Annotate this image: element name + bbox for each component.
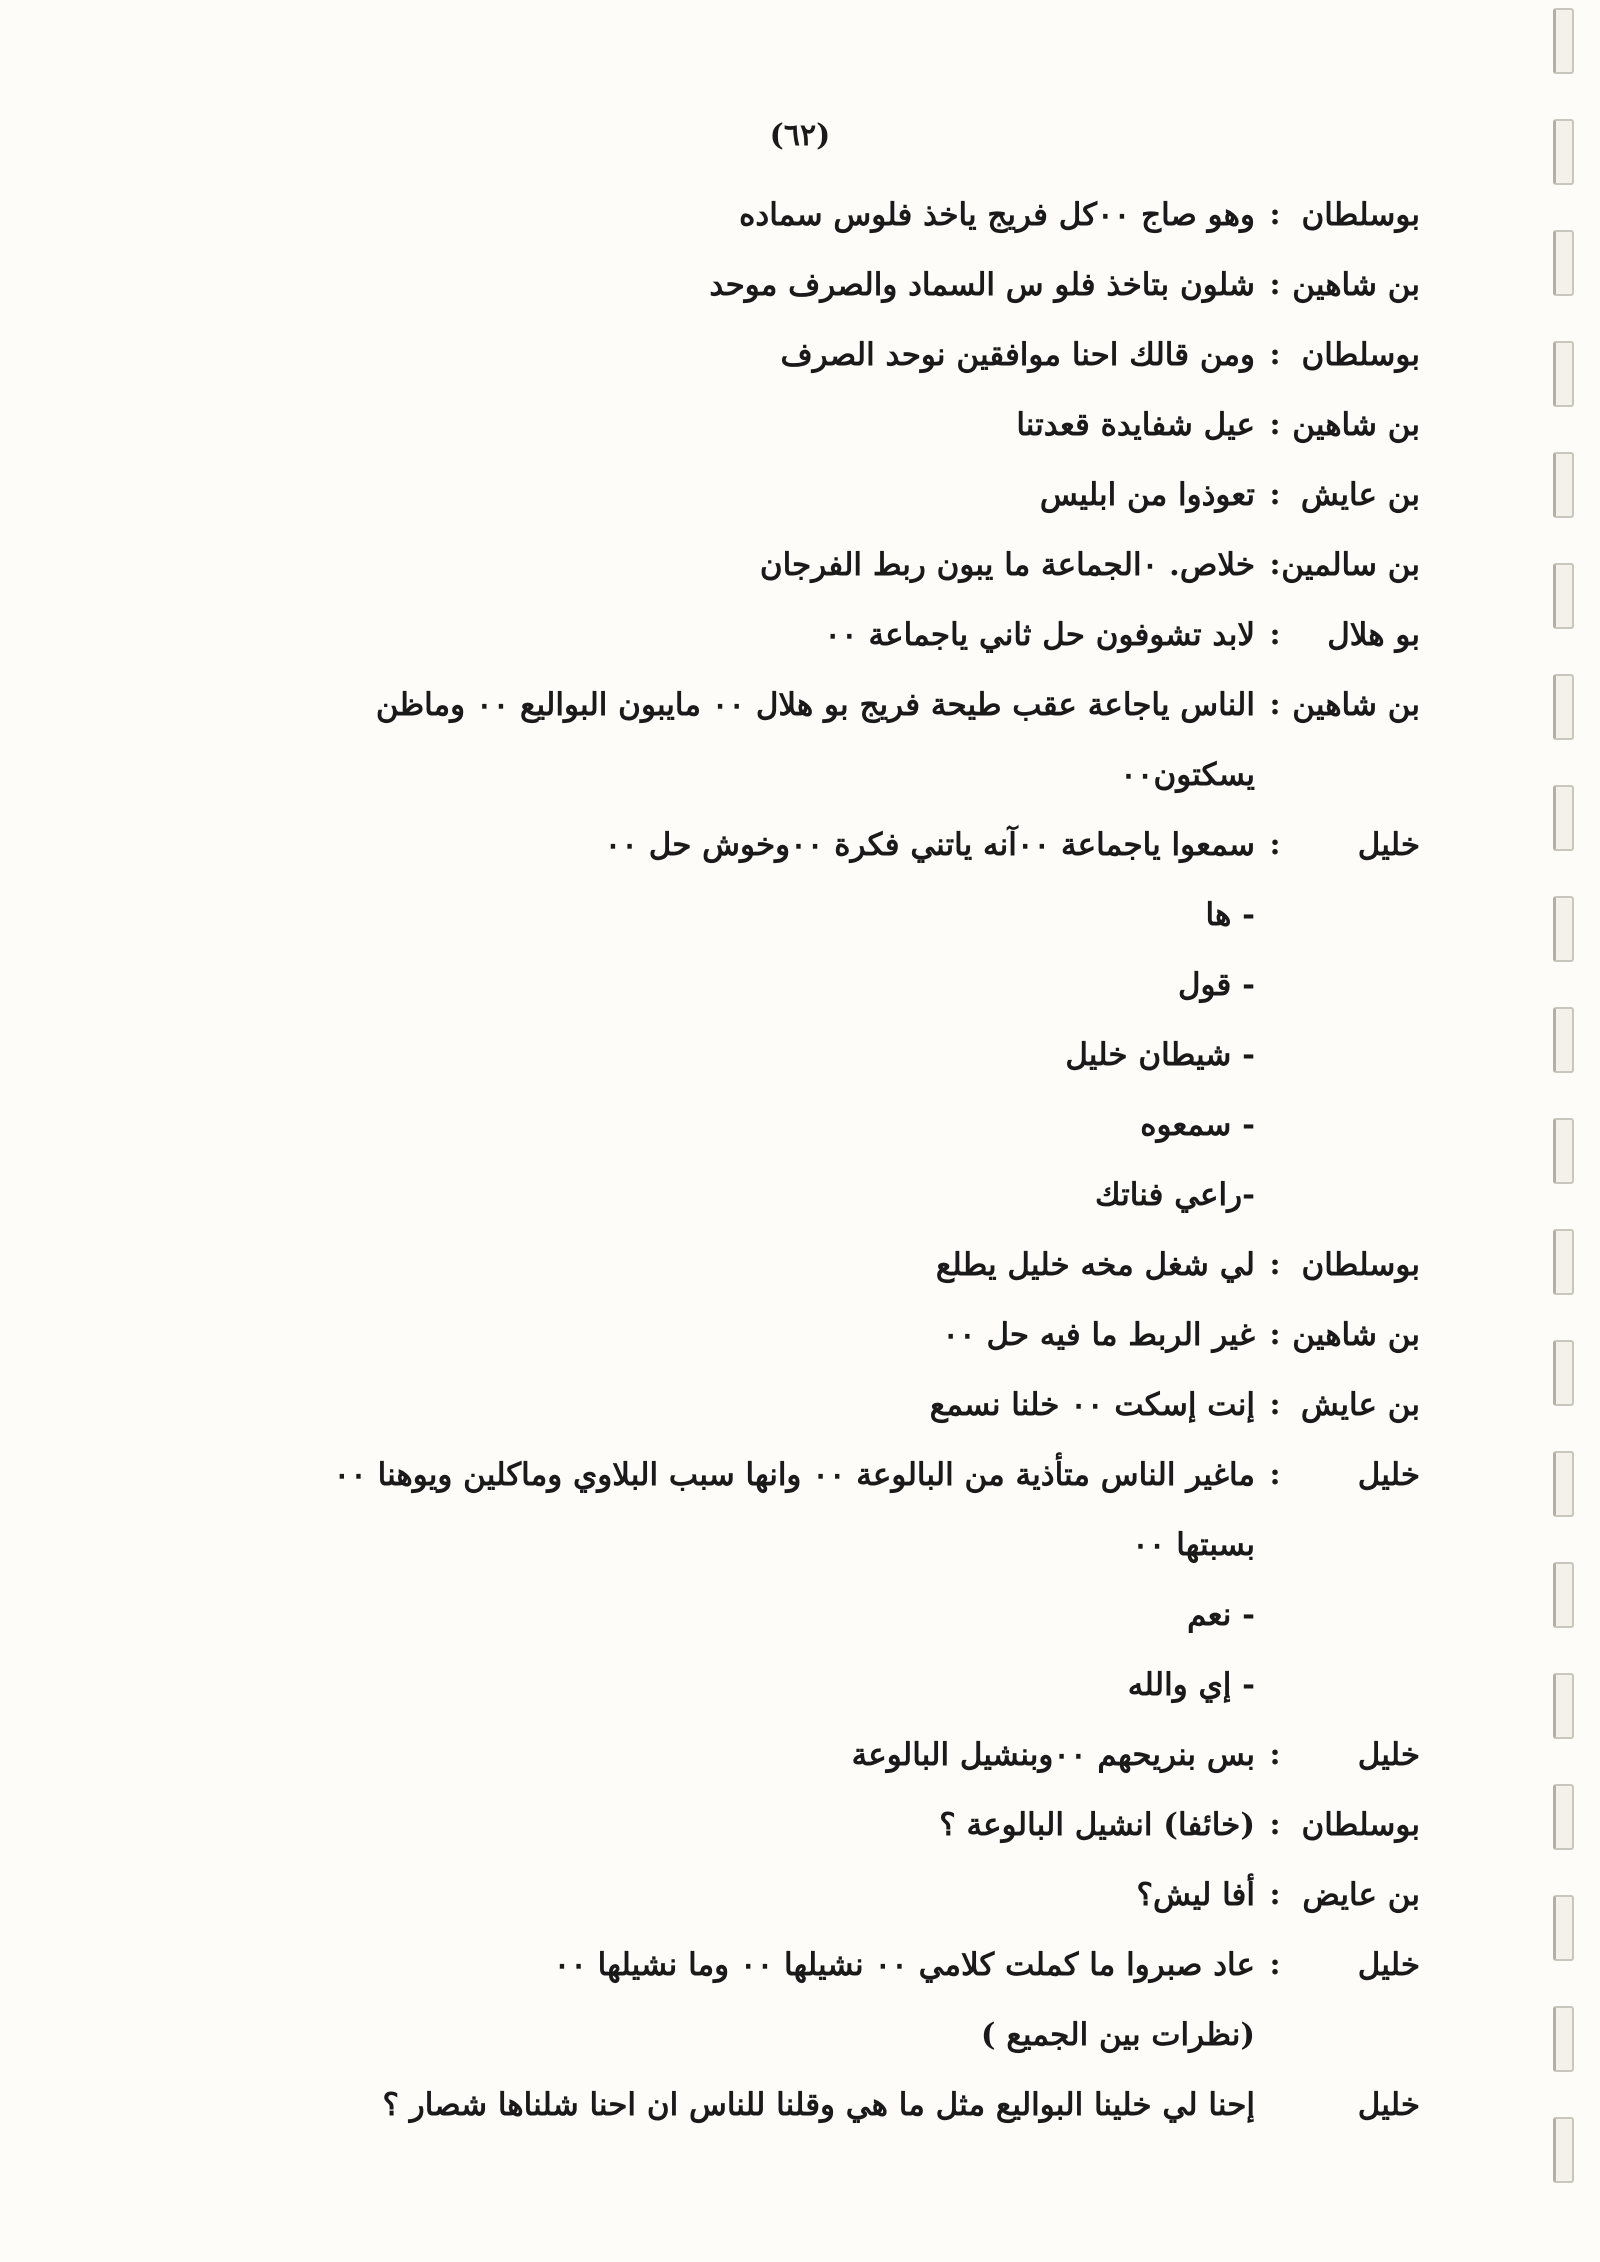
speaker-colon: : [1269, 267, 1281, 302]
speaker-colon: : [1269, 547, 1281, 582]
speaker-colon: : [1269, 407, 1281, 442]
binding-ring [1553, 341, 1574, 407]
binding-ring [1553, 1562, 1574, 1628]
binding-ring [1553, 1229, 1574, 1295]
speaker-name: بوسلطان [1301, 197, 1420, 233]
speaker-name: بوسلطان [1301, 1247, 1420, 1283]
dialogue-line [220, 530, 1420, 600]
chorus-line: - ها [1205, 897, 1255, 933]
speaker-colon: : [1269, 1387, 1281, 1422]
chorus-line: - شيطان خليل [1065, 1037, 1255, 1073]
dialogue-continuation: بسبتها ٠٠ [1132, 1527, 1255, 1563]
dialogue-text: ومن قالك احنا موافقين نوحد الصرف [780, 337, 1255, 373]
speaker-colon: : [1269, 617, 1281, 652]
dialogue-line [220, 1720, 1420, 1790]
speaker-name: بن شاهين [1292, 407, 1420, 443]
dialogue-text: أفا ليش؟ [1136, 1877, 1255, 1913]
chorus-line: -راعي فناتك [1095, 1177, 1255, 1213]
binding-ring [1553, 785, 1574, 851]
speaker-name: بو هلال [1327, 617, 1420, 653]
dialogue-text: تعوذوا من ابليس [1039, 477, 1255, 513]
dialogue-text: خلاص. ٠الجماعة ما يبون ربط الفرجان [759, 547, 1255, 583]
dialogue-text: الناس ياجاعة عقب طيحة فريج بو هلال ٠٠ مايبون البواليع ٠٠ وماظن [375, 687, 1255, 723]
binding-ring [1553, 674, 1574, 740]
speaker-name: بن عايض [1302, 1877, 1420, 1913]
dialogue-continuation: يسكتون٠٠ [1120, 757, 1255, 793]
chorus-line: - قول [1177, 967, 1255, 1003]
speaker-name: بوسلطان [1301, 1807, 1420, 1843]
dialogue-text: عاد صبروا ما كملت كلامي ٠٠ نشيلها ٠٠ وما نشيلها ٠٠ [553, 1947, 1255, 1983]
binding-ring [1553, 1340, 1574, 1406]
dialogue-text: لابد تشوفون حل ثاني ياجماعة ٠٠ [824, 617, 1255, 653]
speaker-name: بن شاهين [1292, 1317, 1420, 1353]
binding-ring [1553, 563, 1574, 629]
speaker-name: بن عايش [1300, 477, 1420, 513]
dialogue-line [220, 1230, 1420, 1300]
page-number: (٦٢) [769, 118, 831, 153]
dialogue-line [220, 390, 1420, 460]
binding-ring [1553, 1007, 1574, 1073]
binding-ring [1553, 1784, 1574, 1850]
dialogue-line [220, 320, 1420, 390]
binding-ring [1553, 8, 1574, 74]
speaker-colon: : [1269, 1807, 1281, 1842]
speaker-name: بن سالمين [1281, 547, 1420, 583]
speaker-colon: : [1269, 197, 1281, 232]
dialogue-text: بس بنريحهم ٠٠وبنشيل البالوعة [851, 1737, 1255, 1773]
dialogue-line [220, 1300, 1420, 1370]
chorus-line: - سمعوه [1140, 1107, 1255, 1143]
dialogue-line [220, 180, 1420, 250]
dialogue-line [220, 810, 1420, 880]
chorus-line: - إي والله [1127, 1667, 1255, 1703]
speaker-colon: : [1269, 1317, 1281, 1352]
binding-ring [1553, 896, 1574, 962]
dialogue-text: إحنا لي خلينا البواليع مثل ما هي وقلنا للناس ان احنا شلناها شصار ؟ [382, 2087, 1255, 2123]
dialogue-line [220, 460, 1420, 530]
dialogue-line [220, 2070, 1420, 2140]
speaker-name: بن شاهين [1292, 267, 1420, 303]
dialogue-text: وهو صاج ٠٠كل فريج ياخذ فلوس سماده [739, 197, 1255, 233]
dialogue-text: شلون بتاخذ فلو س السماد والصرف موحد [709, 267, 1255, 303]
dialogue-line [220, 1370, 1420, 1440]
dialogue-line [220, 1790, 1420, 1860]
speaker-name: خليل [1357, 2087, 1420, 2123]
dialogue-text: ماغير الناس متأذية من البالوعة ٠٠ وانها سبب البلاوي وماكلين ويوهنا ٠٠ [333, 1457, 1255, 1493]
binding-ring [1553, 1895, 1574, 1961]
chorus-line: - نعم [1187, 1597, 1255, 1633]
dialogue-text: عيل شفايدة قعدتنا [1016, 407, 1255, 443]
dialogue-text: إنت إسكت ٠٠ خلنا نسمع [929, 1387, 1255, 1423]
chorus-line: (نظرات بين الجميع ) [980, 2017, 1255, 2053]
binding-ring [1553, 1118, 1574, 1184]
speaker-colon: : [1269, 1877, 1281, 1912]
dialogue-line [220, 1440, 1420, 1510]
speaker-name: بوسلطان [1301, 337, 1420, 373]
speaker-name: خليل [1357, 1947, 1420, 1983]
binding-ring [1553, 1451, 1574, 1517]
dialogue-line [220, 600, 1420, 670]
speaker-colon: : [1269, 1457, 1281, 1492]
binding-ring [1553, 2117, 1574, 2183]
speaker-name: بن عايش [1300, 1387, 1420, 1423]
speaker-colon: : [1269, 477, 1281, 512]
speaker-colon: : [1269, 1947, 1281, 1982]
dialogue-text: سمعوا ياجماعة ٠٠آنه ياتني فكرة ٠٠وخوش حل ٠٠ [604, 827, 1255, 863]
binding-ring [1553, 1673, 1574, 1739]
speaker-name: خليل [1357, 1737, 1420, 1773]
ring-binding [1542, 0, 1582, 2262]
dialogue-line [220, 670, 1420, 740]
dialogue-line [220, 250, 1420, 320]
dialogue-line [220, 1860, 1420, 1930]
speaker-colon: : [1269, 687, 1281, 722]
binding-ring [1553, 2006, 1574, 2072]
speaker-name: خليل [1357, 827, 1420, 863]
speaker-name: خليل [1357, 1457, 1420, 1493]
speaker-name: بن شاهين [1292, 687, 1420, 723]
binding-ring [1553, 452, 1574, 518]
speaker-colon: : [1269, 1737, 1281, 1772]
speaker-colon: : [1269, 1247, 1281, 1282]
binding-ring [1553, 230, 1574, 296]
dialogue-line [220, 1930, 1420, 2000]
dialogue-text: غير الربط ما فيه حل ٠٠ [942, 1317, 1255, 1353]
speaker-colon: : [1269, 337, 1281, 372]
speaker-colon: : [1269, 827, 1281, 862]
dialogue-text: (خائفا) انشيل البالوعة ؟ [939, 1807, 1255, 1843]
dialogue-text: لي شغل مخه خليل يطلع [935, 1247, 1255, 1283]
script-body [220, 180, 1420, 2140]
